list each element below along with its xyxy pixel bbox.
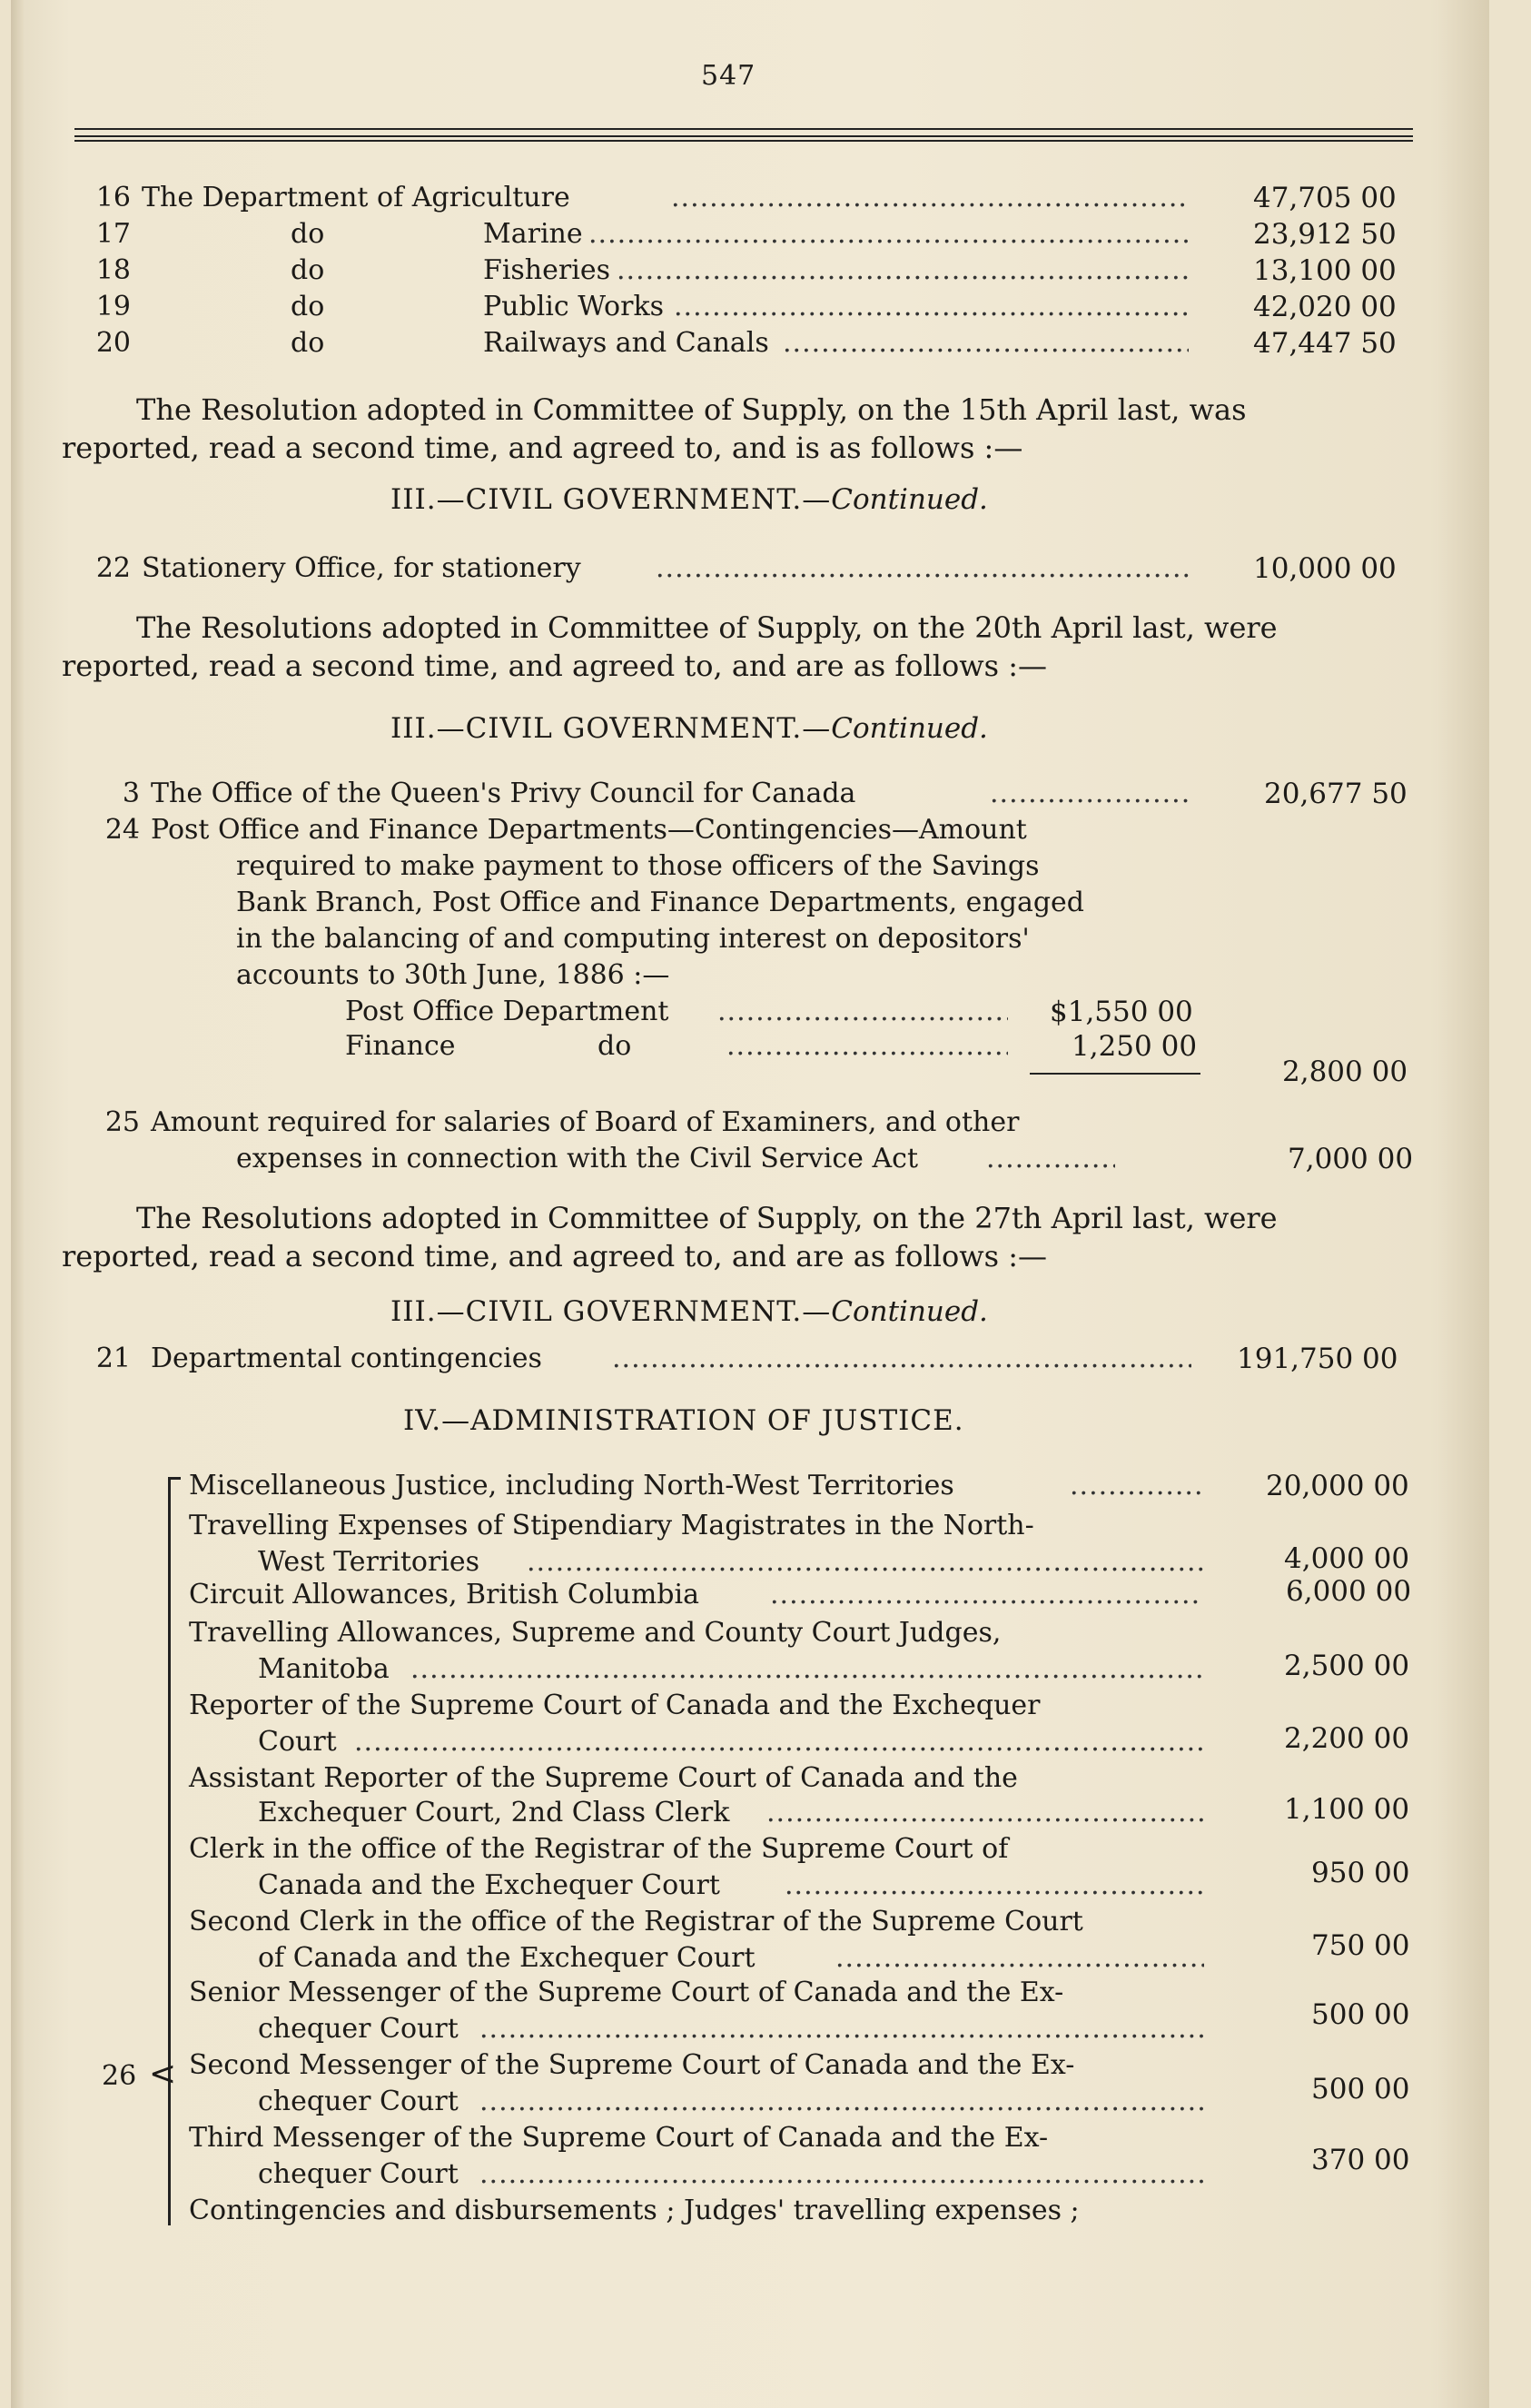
dot-leader [479,2011,1204,2047]
page-binding-shadow [11,0,24,2408]
item-amount: 13,100 00 [1253,254,1397,287]
dot-leader [479,2156,1204,2193]
item-number: 21 [95,1343,131,1374]
section-heading [390,1295,988,1328]
heading-title: III.—CIVIL GOVERNMENT.— [390,1295,832,1328]
entry-amount: 1,100 00 [1284,1793,1410,1826]
sub-item-amount: 1,250 00 [1072,1030,1198,1063]
brace-point: < [149,2056,177,2093]
entry-text-line: chequer Court [258,2086,459,2117]
sub-item-text: Finance [345,1030,456,1062]
sub-item [345,1028,1217,1065]
item-text-line: Post Office and Finance Departments—Contingencies—Amount [151,814,1027,846]
supply-item [93,1341,1427,1377]
entry-amount: 2,500 00 [1284,1650,1410,1682]
dot-leader [835,1940,1204,1977]
header-rule [74,140,1413,142]
dot-leader [766,1795,1204,1831]
supply-item [93,776,1427,812]
heading-continued: Continued. [831,483,988,516]
supply-item [93,289,1427,325]
item-text: Marine [483,218,583,250]
item-amount: 191,750 00 [1237,1343,1398,1375]
entry-amount: 750 00 [1311,1929,1410,1962]
dot-leader [1070,1468,1200,1504]
ditto-mark: do [291,327,325,359]
entry-text-line: chequer Court [258,2158,459,2190]
item-number: 19 [95,291,131,322]
entry-text-line: Senior Messenger of the Supreme Court of Canada and the Ex- [189,1977,1064,2008]
dot-leader [527,1544,1204,1581]
dot-leader [671,180,1189,216]
dot-leader [717,994,1008,1030]
dot-leader [785,1868,1204,1904]
heading-continued: Continued. [831,712,988,745]
item-number: 22 [95,552,131,584]
supply-item [93,325,1427,362]
brace-top-hook [168,1477,181,1480]
resolution-paragraph-line: reported, read a second time, and agreed to, and is as follows :— [62,431,1023,465]
supply-item [93,550,1427,587]
supply-item [93,253,1427,289]
entry-text-line: Travelling Allowances, Supreme and County Court Judges, [189,1617,1002,1649]
entry-amount: 4,000 00 [1284,1542,1410,1575]
item-text: Railways and Canals [483,327,769,359]
sub-item [345,994,1217,1030]
entry-text-line: of Canada and the Exchequer Court [258,1942,756,1974]
entry-amount: 950 00 [1311,1857,1410,1889]
item-number: 26 [102,2060,137,2092]
entry-text-line: Assistant Reporter of the Supreme Court of Canada and the [189,1762,1018,1794]
entry-amount: 6,000 00 [1286,1575,1412,1608]
item-text: The Department of Agriculture [142,182,570,213]
resolution-paragraph-line: reported, read a second time, and agreed to, and are as follows :— [62,1239,1047,1273]
entry-text-line: Court [258,1726,337,1758]
heading-continued: Continued. [831,1295,988,1328]
dot-leader [588,216,1188,253]
entry-amount: 500 00 [1311,2073,1410,2106]
entry-amount: 370 00 [1311,2144,1410,2176]
item-text-line: expenses in connection with the Civil Service Act [236,1143,918,1174]
justice-entry [258,1929,1438,1977]
item-amount: 42,020 00 [1253,291,1397,323]
entry-text-line: Clerk in the office of the Registrar of the Supreme Court of [189,1833,1009,1865]
item-amount: 23,912 50 [1253,218,1397,251]
dot-leader [770,1577,1200,1613]
entry-text-line: Manitoba [258,1653,390,1685]
justice-entry [258,1651,1438,1688]
item-text-line: required to make payment to those officers of the Savings [236,850,1040,882]
justice-entry [258,1795,1438,1831]
entry-text-line: Contingencies and disbursements ; Judges' travelling expenses ; [189,2195,1080,2226]
header-double-rule [74,128,1413,137]
heading-title: III.—CIVIL GOVERNMENT.— [390,712,832,745]
document-page [11,0,1489,2408]
sub-item-text: Post Office Department [345,996,669,1027]
ditto-mark: do [291,254,325,286]
dot-leader [479,2084,1204,2120]
dot-leader [410,1651,1204,1688]
dot-leader [990,776,1191,812]
justice-entry [258,2144,1438,2193]
entry-amount: 500 00 [1311,1998,1410,2031]
justice-entry [258,1857,1438,1904]
item-text: Stationery Office, for stationery [142,552,581,584]
section-heading: IV.—ADMINISTRATION OF JUSTICE. [403,1404,964,1437]
entry-text-line: Reporter of the Supreme Court of Canada and the Exchequer [189,1690,1041,1721]
item-amount: 20,677 50 [1264,778,1408,810]
ditto-mark: do [291,291,325,322]
entry-amount: 2,200 00 [1284,1722,1410,1755]
entry-text-line: chequer Court [258,2013,459,2045]
grouping-brace [168,1477,171,2225]
heading-title: III.—CIVIL GOVERNMENT.— [390,483,832,516]
supply-item [93,216,1427,253]
ditto-mark: do [598,1030,632,1062]
resolution-paragraph-line: reported, read a second time, and agreed to, and are as follows :— [62,649,1047,683]
sub-item-amount: $1,550 00 [1050,996,1193,1028]
resolution-paragraph-line: The Resolution adopted in Committee of Supply, on the 15th April last, was [136,392,1247,427]
justice-entry [189,1577,1442,1613]
supply-item [93,180,1427,216]
dot-leader [354,1724,1204,1760]
item-text: Departmental contingencies [151,1343,542,1374]
item-number: 17 [95,218,131,250]
justice-entry [258,1998,1438,2047]
item-amount: 2,800 00 [1282,1055,1408,1088]
item-text: Public Works [483,291,665,322]
entry-text-line: Circuit Allowances, British Columbia [189,1579,699,1610]
dot-leader [726,1028,1008,1065]
item-text: The Office of the Queen's Privy Council for Canada [151,778,856,809]
item-text-line: in the balancing of and computing interest on depositors' [236,923,1030,955]
subtotal-rule [1030,1073,1200,1075]
dot-leader [612,1341,1191,1377]
entry-text-line: West Territories [258,1546,480,1578]
dot-leader [674,289,1189,325]
page-right-margin [1437,0,1489,2408]
entry-text-line: Miscellaneous Justice, including North-West Territories [189,1470,954,1501]
entry-text-line: Canada and the Exchequer Court [258,1869,720,1901]
dot-leader [783,325,1189,362]
item-number: 3 [122,778,140,809]
item-amount: 10,000 00 [1253,552,1397,585]
item-number: 25 [104,1106,140,1138]
item-amount: 47,447 50 [1253,327,1397,360]
entry-text-line: Second Messenger of the Supreme Court of Canada and the Ex- [189,2049,1075,2081]
item-number: 16 [95,182,131,213]
entry-text-line: Exchequer Court, 2nd Class Clerk [258,1797,730,1828]
item-text-line: Amount required for salaries of Board of Examiners, and other [151,1106,1020,1138]
item-text: Fisheries [483,254,610,286]
item-text-line: accounts to 30th June, 1886 :— [236,959,670,991]
section-heading [390,483,988,516]
entry-text-line: Third Messenger of the Supreme Court of Canada and the Ex- [189,2122,1049,2154]
resolution-paragraph-line: The Resolutions adopted in Committee of Supply, on the 20th April last, were [136,610,1278,645]
justice-entry [258,2073,1438,2120]
entry-text-line: Second Clerk in the office of the Registrar of the Supreme Court [189,1906,1083,1937]
item-number: 18 [95,254,131,286]
justice-entry [189,1468,1442,1504]
dot-leader [656,550,1189,587]
entry-amount: 20,000 00 [1266,1470,1409,1502]
dot-leader [986,1141,1115,1177]
item-number: 24 [104,814,140,846]
entry-text-line: Travelling Expenses of Stipendiary Magistrates in the North- [189,1510,1034,1541]
item-number: 20 [95,327,131,359]
justice-entry [258,1544,1438,1581]
item-amount: 47,705 00 [1253,182,1397,214]
page-number: 547 [701,60,756,92]
resolution-paragraph-line: The Resolutions adopted in Committee of Supply, on the 27th April last, were [136,1201,1278,1235]
section-heading [390,712,988,745]
dot-leader [617,253,1189,289]
item-amount: 7,000 00 [1288,1143,1414,1175]
ditto-mark: do [291,218,325,250]
justice-entry [258,1724,1438,1760]
item-text-line: Bank Branch, Post Office and Finance Departments, engaged [236,887,1085,918]
